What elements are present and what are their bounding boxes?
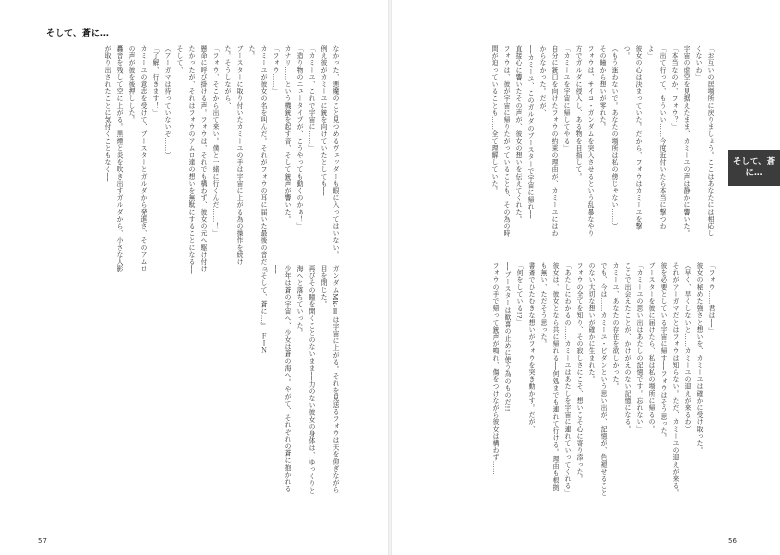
section-title: そして、蒼に…	[46, 29, 109, 39]
right-page-lower-text: 「フォウ……君は──」 彼女の秘めた強さと想いを、カミーユは確かに受け取った。 （早く、早くしないと……カミーユの迎えが来るわ） それがアーガマだとはフォウは知らない。ただ、カミーユの迎えが来る。彼を必要としている宇宙に帰す──フォウはそう思った。 ブースターを彼に届けたら、私は私の場所に帰るの。 「カミーユの思い出はあたしの記憶です。忘れない」 ここで出会えたことが、かけがえのない記憶になる。 カミーユ、あなたの存在を欲しかった。 でも、今は……カミーユ・ビダンという思い出が、記憶が、色褪せることのない大切な想いが確かに生まれた。 フォウの全てを知り、その寂しさにこそ、想いこそ心に寄り添った。 「あたしにわかるの……カミーユはあたしを宇宙に連れていってくれる」 彼女は、彼女となら共に帰れる──何処までも連れて行ける。理由も根拠も無い、ただそう思った。 書斎でひたむきな想いがフォウを突き動かす。だが、 「何をしている!?」 ──ブースターは歓喜の止めに使う為のものだ!! フォウの手で帰って銃声が鳴れ、傷をつけながら彼女は構わず……	[491, 262, 715, 497]
right-page-upper-text: 「お互いの居場所に戻りましょう。ここはあなたには相応しくないわ」 宇宙の虚空を見据えたまま、カミーユの声は静かに響いた。 「本当なのか、フォウ？」 「出て行って、もういい……今度近付いたら本当に撃つわよ」 彼女の心は決まっていた。だから、フォウはカミーユを撃つ。 （もう迷わないで。あなたの場所は私の傍じゃない……） その瞳から想いが零れた。 フォウは、サイコ・ガンダムを突入させるという乱暴なやり方でガルダに侵入し、ある物を目指して。 「カミーユを宇宙に帰してやる」 自分に銃口を向けたフォウの約束の理由が、カミーユにはわからなかった。だが、 ──カミーユ、このガルダのブースターで宇宙に帰れ── 直接心に響いたその声が、彼女の想いを伝えてくれた。 フォウは、彼が宇宙に帰りたがっていることも、その為の時間が迫っていることも……全て理解していた。	[490, 45, 714, 237]
page-number-left: 57	[38, 537, 47, 545]
chapter-tab: そして、蒼に…	[728, 150, 780, 186]
left-page-upper-text: なかった、悪魔のこと見つめるヴェッダーも眼に入ってはいない。 例え彼がカミーユに銃を向けていたとしても── 「カミーユ、これで宇宙に……」 「造り物のニュータイプが、こうやっても動くのかぁ！」 カナリ……という機銃を起す音、そして銃声が響いた。 「フォウ……」 カミーユが彼女の名を叫んだ。それがフォウの耳に届いた最後の音だった。 ブースターに取り付いたカミーユの手は宇宙に上がる為の操作を続けた。そうしながら、 「フォウ、そこから出て来い。僕と一緒に行くんだ……！」 懸命に呼び掛ける声。フォウは、それでも構わず、彼女の元へ駆け付けたかったが、それはフォウのアムロ達の想いを無駄にすることになる──そして、 （アーガマは待っていないぞ……） 「了解、行きます！」 カミーユの意志を受けて、ブースターとガルダから発進さ、そのアムロの声が彼を後押しした。 轟音を残して空に上がる。黒煙と炎を吹き出すガルダから、小さな人影が取り出されたことに気付くこともなく──	[103, 45, 339, 274]
page-number-right: 56	[728, 537, 737, 545]
left-page-lower-text: ガンダムMk-Ⅱは宇宙に上がる。それを見送るフォウは天を仰ぎながら目を閉じた。 再びその瞳を開くことのないまま──力のない彼女の身体は、ゆっくりと海へと落ちていった。 少年は蒼の宇宙へ、少女は蒼の海へ。やがて、それぞれの蒼に抱かれる── 『そして、蒼に…』 ＦＩＮ	[259, 265, 339, 494]
